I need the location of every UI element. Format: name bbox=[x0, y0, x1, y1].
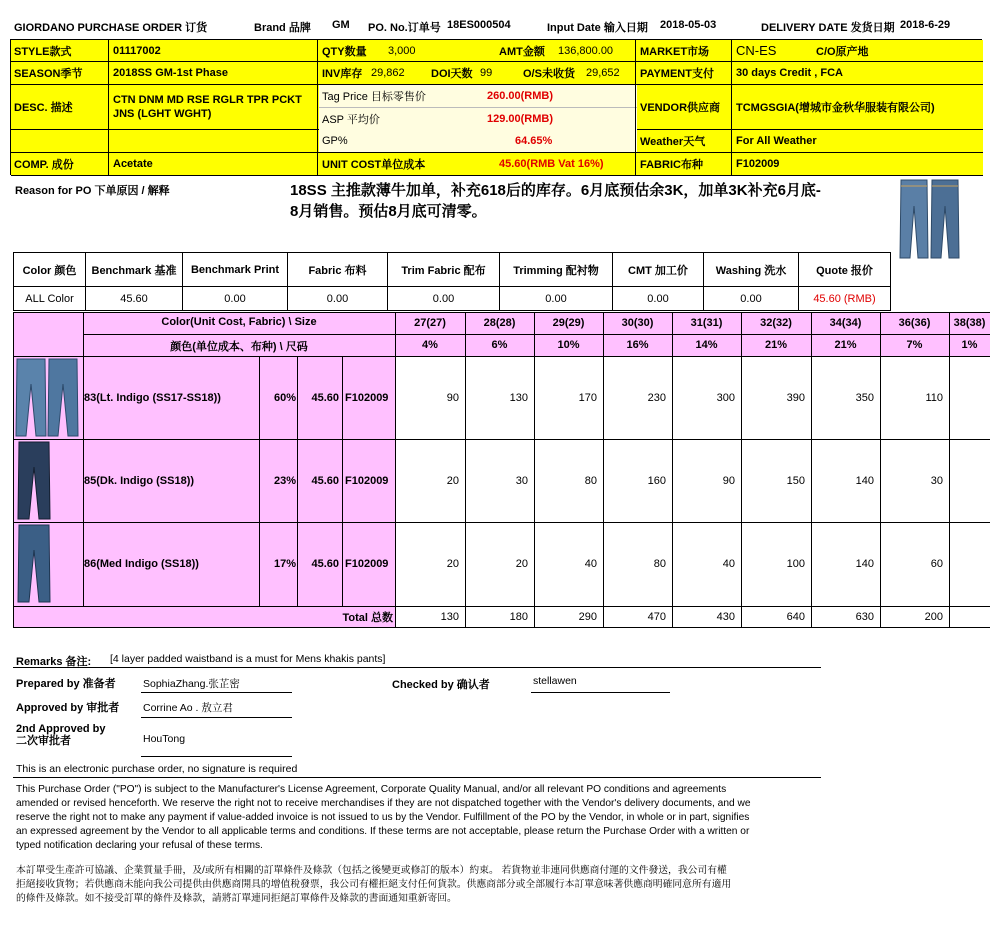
matrix-line bbox=[13, 522, 990, 523]
size-qty-cell: 80 bbox=[653, 558, 666, 570]
info-col-line bbox=[317, 40, 318, 176]
size-ratio: 4% bbox=[422, 339, 438, 351]
approved-value: Corrine Ao . 敖立君 bbox=[143, 702, 233, 714]
gp-value: 64.65% bbox=[515, 135, 553, 147]
matrix-line bbox=[465, 312, 466, 628]
checked-line bbox=[531, 692, 670, 693]
matrix-color-name: 85(Dk. Indigo (SS18)) bbox=[84, 474, 195, 487]
weather-value: For All Weather bbox=[736, 135, 817, 147]
os-label: O/S未收货 bbox=[523, 68, 575, 80]
matrix-color-name: 83(Lt. Indigo (SS17-SS18)) bbox=[84, 391, 221, 404]
matrix-color-fabric: F102009 bbox=[345, 391, 389, 404]
os-value: 29,652 bbox=[586, 67, 620, 79]
matrix-line bbox=[13, 627, 990, 628]
product-image-main bbox=[898, 178, 962, 262]
size-matrix bbox=[13, 312, 990, 628]
market-value: CN-ES bbox=[736, 43, 777, 58]
checked-label: Checked by 确认者 bbox=[392, 679, 490, 691]
cost-value: 0.00 bbox=[288, 287, 388, 311]
size-qty-cell: 140 bbox=[855, 474, 874, 487]
style-label: STYLE款式 bbox=[14, 45, 72, 58]
reason-line-2: 8月销售。预估8月底可清零。 bbox=[290, 203, 487, 220]
tag-price-value: 260.00(RMB) bbox=[487, 90, 554, 102]
terms-en-line: an expressed agreement by the Vendor to all applicable terms and conditions. If these terms are not acceptable, please return the Purchase Order with a written or bbox=[16, 826, 750, 837]
doi-value: 99 bbox=[480, 67, 493, 79]
size-ratio: 14% bbox=[695, 339, 718, 351]
size-header: 32(32) bbox=[760, 317, 792, 329]
qty-label: QTY数量 bbox=[322, 45, 367, 58]
size-qty-cell: 230 bbox=[647, 391, 666, 404]
matrix-row-86 bbox=[13, 522, 395, 606]
vendor-label: VENDOR供应商 bbox=[640, 102, 721, 114]
quote-value: 45.60 (RMB) bbox=[799, 287, 891, 311]
size-qty-cell: 130 bbox=[509, 391, 528, 404]
reason-line-1: 18SS 主推款薄牛加单，补充618后的库存。6月底预估余3K，加单3K补充6月底- bbox=[290, 182, 821, 199]
size-qty-cell: 30 bbox=[930, 474, 943, 487]
size-total-cell bbox=[949, 606, 990, 627]
cost-header: Washing 洗水 bbox=[704, 253, 799, 287]
remarks-rule bbox=[13, 667, 821, 668]
size-ratio: 10% bbox=[557, 339, 580, 351]
info-col-line bbox=[731, 40, 732, 176]
weather-label: Weather天气 bbox=[640, 136, 706, 148]
size-header: 31(31) bbox=[690, 317, 723, 329]
qty-value: 3,000 bbox=[388, 44, 416, 57]
matrix-color-pct: 23% bbox=[273, 474, 296, 487]
cost-header: Trim Fabric 配布 bbox=[388, 253, 500, 287]
cost-header: Trimming 配衬物 bbox=[500, 253, 613, 287]
cost-value: 0.00 bbox=[388, 287, 500, 311]
matrix-color-cost: 45.60 bbox=[311, 474, 339, 487]
size-qty-cell: 390 bbox=[786, 391, 805, 404]
brand-value: GM bbox=[332, 19, 350, 31]
size-qty-cell: 20 bbox=[446, 558, 459, 570]
second-approved-line bbox=[141, 756, 292, 757]
size-qty-cell: 20 bbox=[446, 474, 459, 487]
swatch-dk-indigo bbox=[15, 441, 81, 521]
size-header: 34(34) bbox=[829, 317, 862, 329]
cost-header: Fabric 布料 bbox=[288, 253, 388, 287]
cost-header: Color 颜色 bbox=[14, 253, 86, 287]
desc-line-1: CTN DNM MD RSE RGLR TPR PCKT bbox=[113, 94, 302, 106]
amt-value: 136,800.00 bbox=[558, 44, 614, 57]
terms-en-line: reserve the right not to make any payment if value-added invoice is not issued to us by the Vendor. Fulfillment of the PO by the Vendor, in whole or in part, signifies bbox=[16, 812, 750, 823]
matrix-line bbox=[13, 439, 990, 440]
desc-label: DESC. 描述 bbox=[14, 102, 73, 114]
matrix-color-fabric: F102009 bbox=[345, 558, 389, 570]
matrix-line bbox=[880, 312, 881, 628]
second-approved-label-en: 2nd Approved by bbox=[16, 723, 106, 735]
comp-label: COMP. 成份 bbox=[14, 159, 74, 171]
size-header: 29(29) bbox=[552, 317, 585, 329]
matrix-total-label: Total 总数 bbox=[342, 611, 393, 624]
payment-label: PAYMENT支付 bbox=[640, 68, 714, 80]
po-info-block bbox=[10, 39, 982, 175]
size-qty-cell bbox=[949, 522, 990, 606]
asp-value: 129.00(RMB) bbox=[487, 112, 554, 125]
tag-price-label: Tag Price 目标零售价 bbox=[322, 91, 426, 103]
terms-english bbox=[16, 783, 826, 853]
matrix-line bbox=[13, 312, 990, 313]
matrix-line bbox=[395, 312, 396, 628]
cost-value: 0.00 bbox=[500, 287, 613, 311]
size-total-cell: 130 bbox=[440, 610, 459, 623]
amt-label: AMT金额 bbox=[499, 45, 545, 58]
cost-header: Benchmark Print bbox=[183, 253, 288, 287]
terms-chinese bbox=[16, 864, 836, 906]
electronic-note: This is an electronic purchase order, no signature is required bbox=[16, 763, 298, 775]
size-qty-cell bbox=[949, 356, 990, 439]
size-qty-cell: 350 bbox=[855, 391, 874, 404]
size-ratio: 7% bbox=[906, 339, 923, 351]
season-value: 2018SS GM-1st Phase bbox=[113, 67, 228, 79]
cost-value: 0.00 bbox=[183, 287, 288, 311]
cost-header: Quote 报价 bbox=[799, 253, 891, 287]
size-qty-cell: 150 bbox=[786, 474, 805, 487]
size-total-cell: 290 bbox=[578, 610, 597, 623]
matrix-header-zh: 颜色(单位成本、布种) \ 尺码 bbox=[170, 341, 308, 353]
terms-en-line: amended or revised henceforth. We reserve the right not to receive merchandises if they are not dispatched together with the Vendor's delivery documents, and we bbox=[16, 798, 751, 809]
po-title: GIORDANO PURCHASE ORDER 订货 bbox=[14, 22, 208, 34]
size-total-cell: 430 bbox=[716, 610, 735, 623]
matrix-line bbox=[534, 312, 535, 628]
matrix-line bbox=[342, 356, 343, 606]
size-qty-cell: 100 bbox=[786, 558, 805, 570]
cost-header: CMT 加工价 bbox=[613, 253, 704, 287]
po-number-label: PO. No.订单号 bbox=[368, 22, 441, 34]
desc-line-2: JNS (LGHT WGHT) bbox=[113, 108, 212, 120]
size-qty-cell: 80 bbox=[584, 474, 597, 487]
matrix-line bbox=[83, 334, 990, 335]
matrix-row-85 bbox=[13, 439, 395, 522]
reason-text bbox=[290, 180, 890, 222]
info-row-style bbox=[11, 40, 983, 62]
cost-value-row bbox=[14, 287, 891, 311]
input-date-label: Input Date 输入日期 bbox=[547, 22, 648, 34]
matrix-line bbox=[603, 312, 604, 628]
cost-header-row bbox=[14, 253, 891, 287]
remarks-text: [4 layer padded waistband is a must for Mens khakis pants] bbox=[110, 653, 386, 665]
matrix-color-cost: 45.60 bbox=[311, 391, 339, 404]
price-panel bbox=[319, 85, 637, 130]
size-qty-cell: 160 bbox=[647, 474, 666, 487]
swatch-med-indigo bbox=[15, 524, 81, 604]
input-date: 2018-05-03 bbox=[660, 19, 717, 31]
size-total-cell: 180 bbox=[509, 610, 528, 623]
size-ratio: 1% bbox=[961, 339, 978, 351]
matrix-line bbox=[13, 312, 14, 628]
second-approved-value: HouTong bbox=[143, 733, 186, 745]
cost-header: Benchmark 基准 bbox=[86, 253, 183, 287]
size-qty-cell: 300 bbox=[716, 391, 735, 404]
terms-zh-line: 本訂單受生產許可協議、企業質量手冊，及/或所有相關的訂單條件及條款（包括之後變更或修訂的版本）約束。 若貨物並非連同供應商付運的文件發送，我公司有權 bbox=[16, 865, 727, 876]
info-col-line bbox=[635, 40, 636, 176]
matrix-color-cost: 45.60 bbox=[311, 558, 339, 570]
remarks-label: Remarks 备注: bbox=[16, 656, 92, 668]
size-header: 27(27) bbox=[414, 317, 446, 329]
matrix-color-name: 86(Med Indigo (SS18)) bbox=[84, 558, 199, 570]
info-row-comp bbox=[11, 153, 983, 176]
terms-en-line: This Purchase Order ("PO") is subject to the Manufacturer's License Agreement, Corporate Quality Manual, and/or all relevant PO conditions and agreements bbox=[16, 784, 727, 795]
second-approved-label bbox=[16, 723, 105, 747]
comp-value: Acetate bbox=[113, 158, 153, 170]
matrix-line bbox=[13, 606, 990, 607]
matrix-line bbox=[13, 356, 990, 357]
size-qty-cell: 30 bbox=[515, 474, 528, 487]
swatch-lt-indigo bbox=[15, 358, 81, 438]
cost-value: 0.00 bbox=[613, 287, 704, 311]
checked-value: stellawen bbox=[533, 675, 577, 687]
po-header bbox=[14, 19, 990, 35]
size-qty-cell: 140 bbox=[855, 558, 874, 570]
size-header: 36(36) bbox=[898, 317, 931, 329]
size-total-cell: 640 bbox=[786, 610, 805, 623]
info-col-line bbox=[108, 40, 109, 176]
matrix-color-pct: 60% bbox=[273, 391, 296, 404]
fabric-label: FABRIC布种 bbox=[640, 159, 703, 171]
size-qty-cell: 90 bbox=[446, 391, 459, 404]
matrix-header-en: Color(Unit Cost, Fabric) \ Size bbox=[161, 316, 317, 328]
matrix-line bbox=[297, 356, 298, 606]
size-qty-cell: 40 bbox=[722, 558, 735, 570]
cost-breakdown-table bbox=[13, 252, 891, 311]
second-approved-label-zh: 二次审批者 bbox=[16, 735, 71, 747]
inv-value: 29,862 bbox=[371, 67, 405, 79]
terms-zh-line: 拒絕接收貨物；若供應商未能向我公司提供由供應商開具的增值稅發票，我公司有權拒絕支付任何貨款。供應商部分或全部履行本訂單意味著供應商明確同意所有適用 bbox=[16, 879, 732, 890]
brand-label: Brand 品牌 bbox=[254, 22, 311, 34]
cost-value: ALL Color bbox=[14, 287, 86, 311]
matrix-line bbox=[83, 312, 84, 606]
prepared-label: Prepared by 准备者 bbox=[16, 678, 116, 690]
style-value: 01117002 bbox=[113, 44, 161, 57]
terms-en-line: typed notification declaring your refusal of these terms. bbox=[16, 840, 263, 851]
gp-label: GP% bbox=[322, 135, 348, 147]
matrix-line bbox=[811, 312, 812, 628]
size-qty-cell: 170 bbox=[578, 391, 597, 404]
origin-label: C/O原产地 bbox=[816, 45, 869, 58]
matrix-color-fabric: F102009 bbox=[345, 474, 389, 487]
prepared-value: SophiaZhang.张芷密 bbox=[143, 678, 240, 690]
asp-label: ASP 平均价 bbox=[322, 113, 380, 126]
size-qty-cell: 60 bbox=[930, 558, 943, 570]
matrix-line bbox=[259, 356, 260, 606]
size-qty-cell: 40 bbox=[584, 558, 597, 570]
delivery-date: 2018-6-29 bbox=[900, 19, 951, 31]
terms-zh-line: 的條件及條款。如不接受訂單的條件及條款，請將訂單連同拒絕訂單條件及條款的書面通知重新寄回。 bbox=[16, 893, 457, 904]
size-qty-cell: 110 bbox=[925, 391, 943, 404]
matrix-row-83 bbox=[13, 356, 395, 439]
info-row-desc bbox=[11, 85, 983, 130]
size-ratio: 6% bbox=[491, 339, 508, 351]
size-ratio: 16% bbox=[626, 339, 649, 351]
size-header: 38(38) bbox=[953, 317, 986, 329]
delivery-date-label: DELIVERY DATE 发货日期 bbox=[761, 22, 895, 34]
doi-label: DOI天数 bbox=[431, 68, 473, 80]
unit-cost-label: UNIT COST单位成本 bbox=[322, 159, 426, 171]
size-qty-cell bbox=[949, 439, 990, 522]
size-ratio: 21% bbox=[764, 339, 788, 351]
vendor-value: TCMGSGIA(增城市金秋华服装有限公司) bbox=[736, 102, 935, 114]
size-ratio: 21% bbox=[834, 339, 857, 351]
size-total-cell: 630 bbox=[855, 610, 874, 623]
market-label: MARKET市场 bbox=[640, 45, 710, 58]
reason-label: Reason for PO 下单原因 / 解释 bbox=[15, 185, 170, 197]
approved-line bbox=[141, 717, 292, 718]
size-qty-cell: 90 bbox=[722, 474, 735, 487]
unit-cost-value: 45.60(RMB Vat 16%) bbox=[499, 158, 604, 170]
fabric-value: F102009 bbox=[736, 158, 780, 170]
prepared-line bbox=[141, 692, 292, 693]
matrix-color-pct: 17% bbox=[273, 558, 296, 570]
inv-label: INV库存 bbox=[322, 68, 363, 80]
info-row-season bbox=[11, 62, 983, 85]
gp-panel bbox=[319, 130, 637, 152]
info-row-gp bbox=[11, 130, 983, 153]
approved-label: Approved by 审批者 bbox=[16, 702, 120, 714]
payment-value: 30 days Credit , FCA bbox=[736, 67, 843, 79]
season-label: SEASON季节 bbox=[14, 68, 83, 80]
matrix-line bbox=[741, 312, 742, 628]
size-qty-cell: 20 bbox=[515, 558, 528, 570]
size-header: 30(30) bbox=[621, 317, 654, 329]
size-total-cell: 200 bbox=[924, 610, 943, 623]
desc-value bbox=[110, 85, 302, 129]
cost-value: 45.60 bbox=[86, 287, 183, 311]
cost-value: 0.00 bbox=[704, 287, 799, 311]
po-number: 18ES000504 bbox=[447, 19, 511, 31]
electronic-rule bbox=[13, 777, 821, 778]
size-total-cell: 470 bbox=[647, 610, 666, 623]
size-header: 28(28) bbox=[483, 317, 516, 329]
matrix-line bbox=[949, 312, 950, 628]
matrix-line bbox=[672, 312, 673, 628]
